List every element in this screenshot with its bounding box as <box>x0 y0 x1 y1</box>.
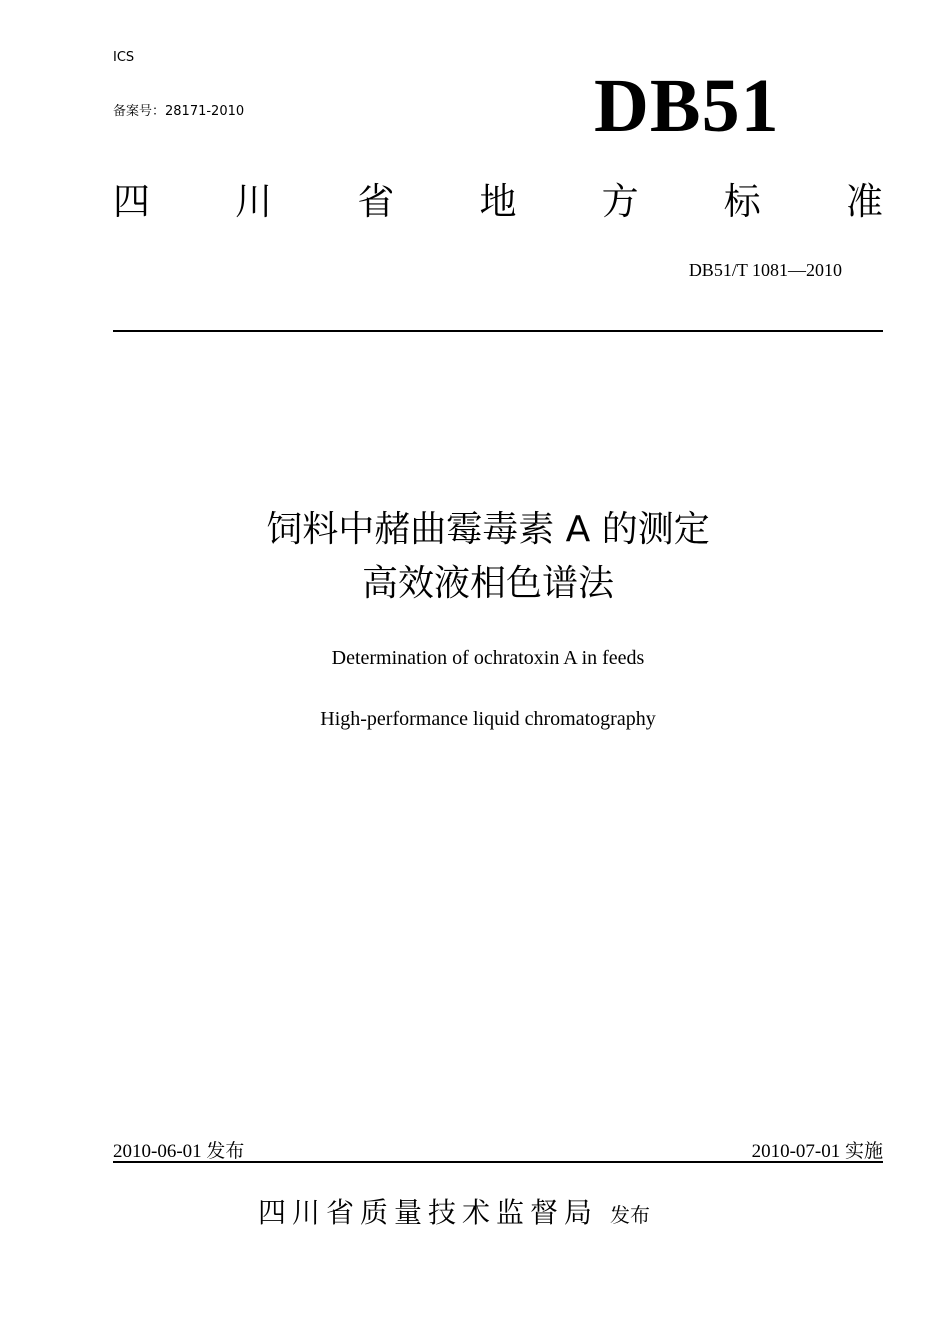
ics-label: ICS <box>113 50 135 65</box>
issuer-line <box>258 1191 650 1231</box>
standard-type-char: 方 <box>601 180 639 223</box>
effective-date: 2010-07-01 实施 <box>751 1141 883 1162</box>
bottom-divider <box>113 1161 883 1163</box>
db51-logo: DB51 <box>594 64 780 148</box>
standard-type-char: 准 <box>845 180 883 223</box>
english-title-line-2: High-performance liquid chromatography <box>320 708 656 730</box>
issuer-suffix: 发布 <box>610 1203 651 1227</box>
standard-type-char: 川 <box>235 180 273 223</box>
standard-type-char: 省 <box>357 180 395 223</box>
chinese-title-line-1: 饲料中赭曲霉毒素 A 的测定 <box>266 509 710 550</box>
record-number: 备案号：28171-2010 <box>113 104 245 119</box>
chinese-title-line-2: 高效液相色谱法 <box>361 563 614 604</box>
standard-type-char: 地 <box>479 180 517 223</box>
top-divider <box>113 330 883 332</box>
standard-type-char: 标 <box>723 180 761 223</box>
standard-number: DB51/T 1081—2010 <box>688 260 842 280</box>
english-title-line-1: Determination of ochratoxin A in feeds <box>331 647 645 669</box>
issue-date: 2010-06-01 发布 <box>113 1141 245 1162</box>
standard-type-char: 四 <box>113 180 150 223</box>
standard-type-heading <box>113 180 883 224</box>
issuing-authority: 四川省质量技术监督局 <box>258 1196 599 1229</box>
